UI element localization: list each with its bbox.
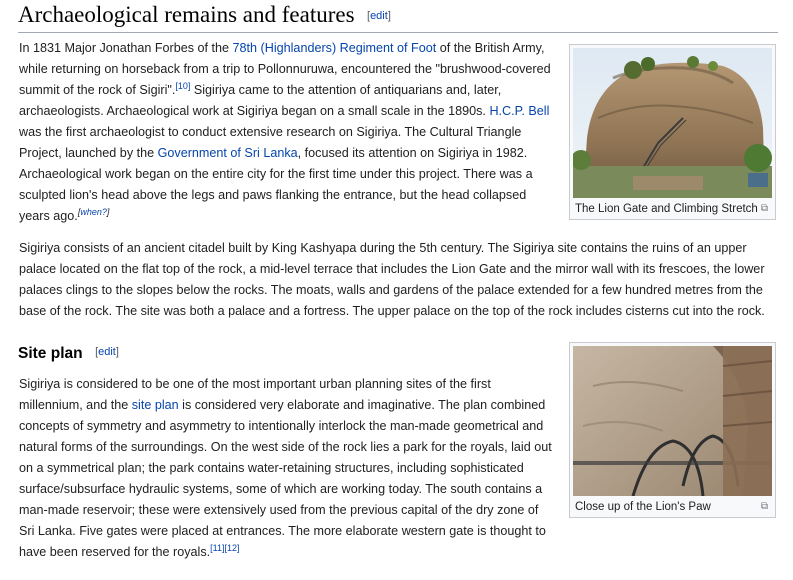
edit-link-text[interactable]: edit	[98, 346, 116, 358]
edit-section-link[interactable]: [edit]	[95, 346, 119, 358]
paragraph-site-plan: Sigiriya is considered to be one of the most important urban planning sites of the first millennium, and the site plan is considered very elaborate and imaginative. The plan combined concepts of symmetry and asymmetry to intentionally interlock the man-made geometrical and natural forms of the surroundings. On the west side of the rock lies a park for the royals, laid out on a symmetrical plan; the park contains water-retaining structures, including sophisticated surface/subsurface hydraulic systems, some of which are working today. The south contains a man-made reservoir; these were extensively used from the previous capital of the dry zone of Sri Lanka. Five gates were placed at entrances. The more elaborate western gate is thought to have been reserved for the royals.[11][12]	[19, 377, 552, 559]
lion-gate-photo[interactable]	[573, 48, 772, 198]
edit-link-text[interactable]: edit	[370, 10, 388, 22]
reference-11[interactable]: [11]	[210, 543, 225, 553]
enlarge-icon[interactable]: ⧉	[760, 501, 768, 512]
reference-10[interactable]: [10]	[175, 81, 191, 91]
paragraph-forbes: In 1831 Major Jonathan Forbes of the 78th (Highlanders) Regiment of Foot of the British Army, while returning on horseback from a trip to Pollonnuruwa, encountered the "brushwood-covered summit of the rock of Sigiri".[10] Sigiriya came to the attention of antiquarians and, later, archaeologists. Archaeological work at Sigiriya began on a small scale in the 1890s. H.C.P. Bell was the first archaeologist to conduct extensive research on Sigiriya. The Cultural Triangle Project, launched by the Government of Sri Lanka, focused its attention on Sigiriya in 1982. Archaeological work began on the entire city for the first time under this project. There was a sculpted lion's head above the legs and paws flanking the entrance, but the head collapsed years ago.[when?]	[19, 41, 551, 223]
figure-lion-paw	[569, 342, 776, 518]
heading-text: Archaeological remains and features	[18, 2, 355, 27]
edit-section-link[interactable]: [edit]	[367, 10, 391, 22]
figure-caption-lion-gate: The Lion Gate and Climbing Stretch ⧉	[575, 203, 768, 215]
section-heading-site-plan	[18, 345, 119, 363]
enlarge-icon[interactable]: ⧉	[760, 203, 768, 214]
heading-text: Site plan	[18, 345, 83, 362]
reference-12[interactable]: [12]	[224, 543, 240, 553]
figure-lion-gate	[569, 44, 776, 220]
section-heading-archaeological	[18, 2, 778, 33]
paragraph-citadel: Sigiriya consists of an ancient citadel built by King Kashyapa during the 5th century. The Sigiriya site contains the ruins of an upper palace located on the flat top of the rock, a mid-level terrace that includes the Lion Gate and the mirror wall with its frescoes, the lower palaces clings to the slopes below the rocks. The moats, walls and gardens of the palace extended for a few hundred metres from the base of the rock. The site was both a palace and a fortress. The upper palace on the top of the rock includes cisterns cut into the rock.	[19, 241, 765, 318]
link-site-plan[interactable]: site plan	[131, 398, 179, 412]
figure-caption-lion-paw: Close up of the Lion's Paw ⧉	[575, 501, 768, 513]
lion-paw-photo[interactable]	[573, 346, 772, 496]
citation-needed-when[interactable]: [when?]	[77, 207, 110, 217]
link-government-sri-lanka[interactable]: Government of Sri Lanka	[157, 146, 298, 160]
link-hcp-bell[interactable]: H.C.P. Bell	[489, 104, 550, 118]
link-78th-regiment[interactable]: 78th (Highlanders) Regiment of Foot	[232, 41, 437, 55]
